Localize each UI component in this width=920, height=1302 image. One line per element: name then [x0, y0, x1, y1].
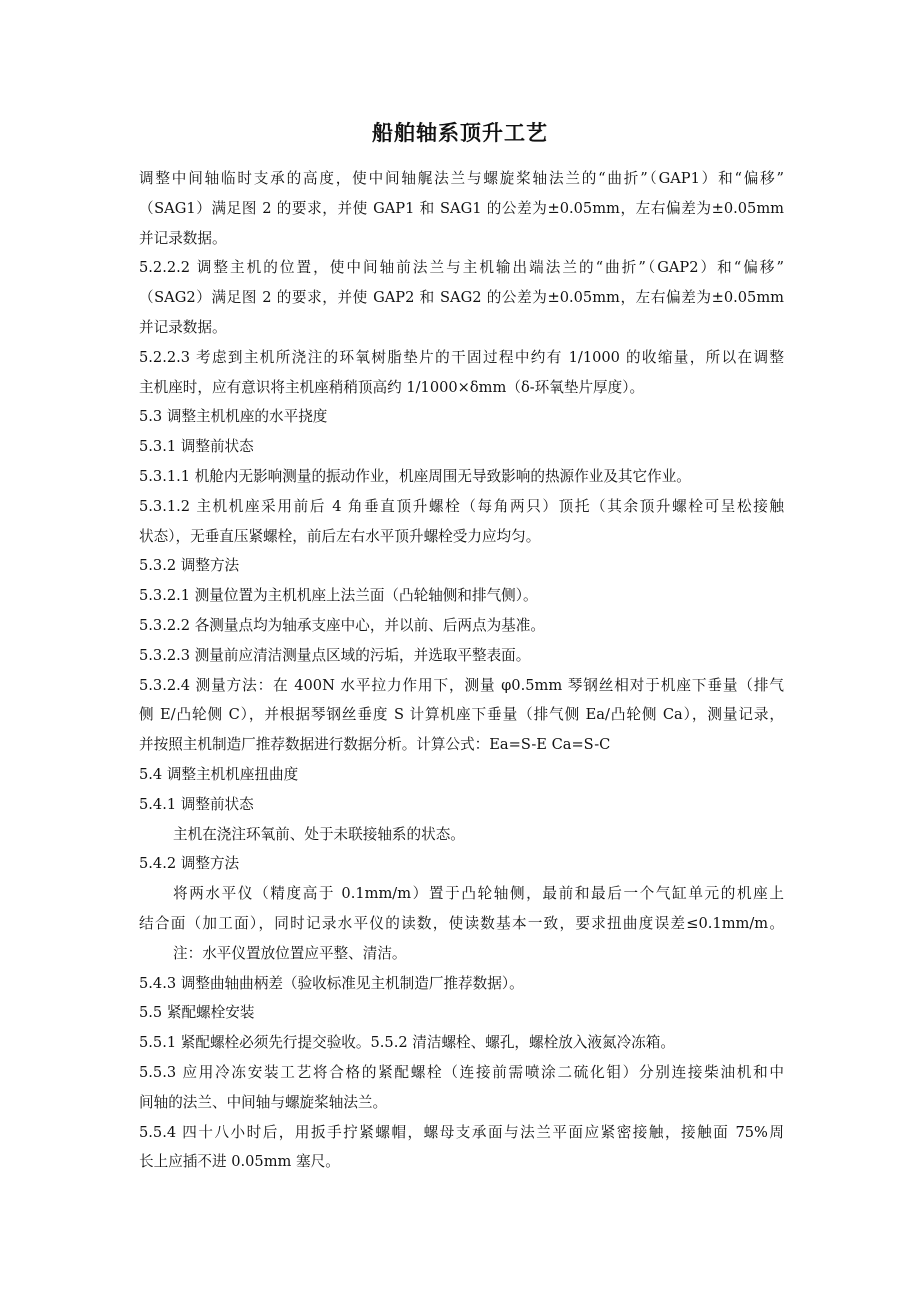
document-body [139, 164, 784, 1177]
text-line: 并记录数据。 [139, 229, 227, 247]
text-line: 5.4.3 调整曲轴曲柄差（验收标准见主机制造厂推荐数据）。 [139, 974, 524, 992]
text-line: 5.2.2.2 调整主机的位置，使中间轴前法兰与主机输出端法兰的“曲折”（GAP2）和“偏移” [139, 259, 784, 277]
text-line: 主机座时，应有意识将主机座稍稍顶高约 1/1000×δmm（δ-环氧垫片厚度）。 [139, 378, 645, 396]
document-title: 船舶轴系顶升工艺 [372, 121, 548, 145]
text-line: 状态），无垂直压紧螺栓，前后左右水平顶升螺栓受力应均匀。 [139, 527, 541, 545]
text-line: 5.3.2.2 各测量点均为轴承支座中心，并以前、后两点为基准。 [139, 616, 545, 634]
text-line: 5.4 调整主机机座扭曲度 [139, 765, 299, 783]
text-line: 5.5.4 四十八小时后，用扳手拧紧螺帽，螺母支承面与法兰平面应紧密接触，接触面 75%周 [139, 1123, 784, 1141]
text-line: 主机在浇注环氧前、处于未联接轴系的状态。 [173, 825, 465, 843]
text-line: 5.5.3 应用冷冻安装工艺将合格的紧配螺栓（连接前需喷涂二硫化钼）分别连接柴油机和中 [139, 1063, 784, 1081]
text-line: （SAG1）满足图 2 的要求，并使 GAP1 和 SAG1 的公差为±0.05mm，左右偏差为±0.05mm [139, 199, 784, 217]
text-line: 注：水平仪置放位置应平整、清洁。 [173, 944, 407, 962]
text-line: 5.3.2.4 测量方法：在 400N 水平拉力作用下，测量 φ0.5mm 琴钢丝相对于机座下垂量（排气 [139, 676, 784, 694]
text-line: 5.3 调整主机机座的水平挠度 [139, 408, 328, 426]
text-line: 并记录数据。 [139, 318, 227, 336]
text-line: 5.3.1 调整前状态 [139, 438, 254, 456]
text-line: 侧 E/凸轮侧 C），并根据琴钢丝垂度 S 计算机座下垂量（排气侧 Ea/凸轮侧 Ca），测量记录， [139, 706, 784, 724]
text-line: 5.3.2.1 测量位置为主机机座上法兰面（凸轮轴侧和排气侧）。 [139, 587, 538, 605]
text-line: 将两水平仪（精度高于 0.1mm/m）置于凸轮轴侧，最前和最后一个气缸单元的机座上 [173, 885, 784, 903]
text-line: 5.3.2.3 测量前应清洁测量点区域的污垢，并选取平整表面。 [139, 646, 531, 664]
text-line: 并按照主机制造厂推荐数据进行数据分析。计算公式：Ea=S-E Ca=S-C [139, 736, 611, 754]
text-line: 5.5 紧配螺栓安装 [139, 1004, 255, 1022]
text-line: 5.2.2.3 考虑到主机所浇注的环氧树脂垫片的干固过程中约有 1/1000 的收缩量，所以在调整 [139, 348, 784, 366]
text-line: 5.3.2 调整方法 [139, 557, 240, 575]
text-line: 5.4.1 调整前状态 [139, 795, 254, 813]
text-line: 结合面（加工面），同时记录水平仪的读数，使读数基本一致，要求扭曲度误差≤0.1mm/m。 [139, 914, 784, 932]
text-line: 调整中间轴临时支承的高度，使中间轴艉法兰与螺旋桨轴法兰的“曲折”（GAP1）和“偏移” [139, 170, 784, 187]
text-line: （SAG2）满足图 2 的要求，并使 GAP2 和 SAG2 的公差为±0.05mm，左右偏差为±0.05mm [139, 289, 784, 307]
text-line: 5.3.1.1 机舱内无影响测量的振动作业，机座周围无导致影响的热源作业及其它作业。 [139, 467, 691, 485]
text-line: 5.5.1 紧配螺栓必须先行提交验收。5.5.2 清洁螺栓、螺孔，螺栓放入液氮冷冻箱。 [139, 1034, 675, 1052]
text-line: 5.3.1.2 主机机座采用前后 4 角垂直顶升螺栓（每角两只）顶托（其余顶升螺栓可呈松接触 [139, 497, 784, 515]
text-line: 5.4.2 调整方法 [139, 855, 240, 873]
text-line: 长上应插不进 0.05mm 塞尺。 [139, 1153, 340, 1171]
text-line: 间轴的法兰、中间轴与螺旋桨轴法兰。 [139, 1093, 388, 1111]
